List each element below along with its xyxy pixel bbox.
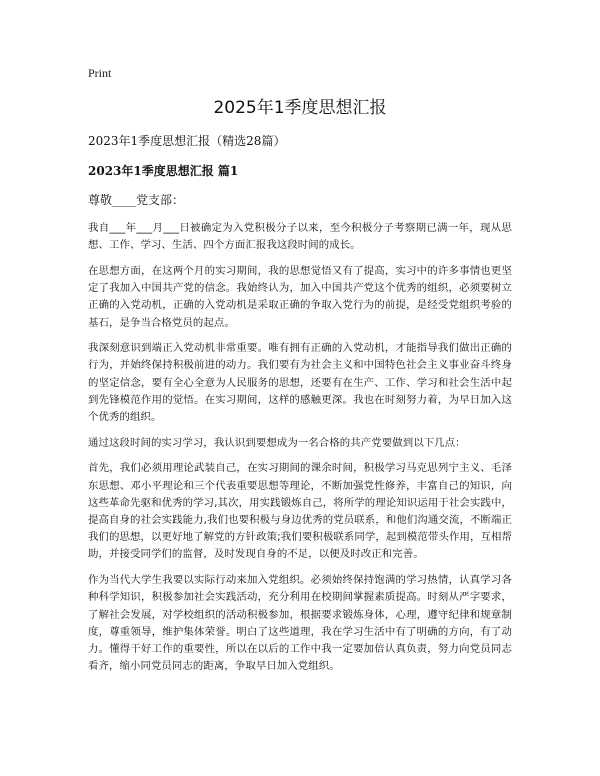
document-subtitle: 2023年1季度思想汇报（精选28篇） xyxy=(88,134,286,148)
paragraph-first-point: 首先，我们必须用理论武装自己，在实习期间的课余时间，积极学习马克思列宁主义、毛泽东思想、邓小平理论和三个代表重要思想等理论，不断加强党性修养，丰富自己的知识，向这些革命先驱和优秀的学习,其次，用实践锻炼自己，将所学的理论知识运用于社会实践中，提高自身的社会实践能力,我们也要积极与身边优秀的党员联系，和他们沟通交流，不断端正我们的思想，以更好地了解党的方针政策;我们要积极联系同学，起到模范带头作用，互相帮助，并接受同学们的监督，及时发现自身的不足，以便及时改正和完善。 xyxy=(88,462,512,561)
salutation-prefix: 尊敬 xyxy=(88,193,113,207)
paragraph-lessons-intro: 通过这段时间的实习学习，我认识到要想成为一名合格的共产党要做到以下几点： xyxy=(88,436,466,449)
paragraph-intro: 我自___年___月___日被确定为入党积极分子以来，至今积极分子考察期已满一年，现从思想、工作、学习、生活、四个方面汇报我这段时间的成长。 xyxy=(88,222,512,252)
paragraph-motivation: 我深刻意识到端正入党动机非常重要。唯有拥有正确的入党动机，才能指导我们做出正确的行为，并始终保持积极前进的动力。我们要有为社会主义和中国特色社会主义事业奋斗终身的坚定信念，要有全心全意为人民服务的思想，还要有在生产、工作、学习和社会生活中起到先锋模范作用的觉悟。在实习期间，这样的感触更深。我也在时刻努力着，为早日加入这个优秀的组织。 xyxy=(88,342,512,424)
paragraph-thought: 在思想方面，在这两个月的实习期间，我的思想觉悟又有了提高，实习中的许多事情也更坚定了我加入中国共产党的信念。我始终认为，加入中国共产党这个优秀的组织，必须要树立正确的入党动机，正确的入党动机是采取正确的争取入党行为的前提，是经受党组织考验的基石，是争当合格党员的起点。 xyxy=(88,264,512,329)
document-page xyxy=(88,66,512,684)
print-label: Print xyxy=(88,66,112,80)
section-heading: 2023年1季度思想汇报 篇1 xyxy=(88,164,239,178)
document-title: 2025年1季度思想汇报 xyxy=(213,98,387,118)
paragraph-student-action: 作为当代大学生我要以实际行动来加入党组织。必须始终保持饱满的学习热情，认真学习各种科学知识，积极参加社会实践活动，充分利用在校期间掌握素质提高。时刻从严字要求，了解社会发展，对学校组织的活动积极参加，根据要求锻炼身体，心理，遵守纪律和规章制度，尊重领导，维护集体荣誉。明白了这些道理，我在学习生活中有了明确的方向，有了动力。懂得干好工作的重要性，所以在以后的工作中我一定要加倍认真负责，努力向党员同志看齐，缩小同党员同志的距离，争取早日加入党组织。 xyxy=(88,574,512,673)
salutation-blank: ____ xyxy=(112,193,137,207)
salutation-suffix: 党支部： xyxy=(136,193,185,207)
salutation xyxy=(88,191,512,208)
